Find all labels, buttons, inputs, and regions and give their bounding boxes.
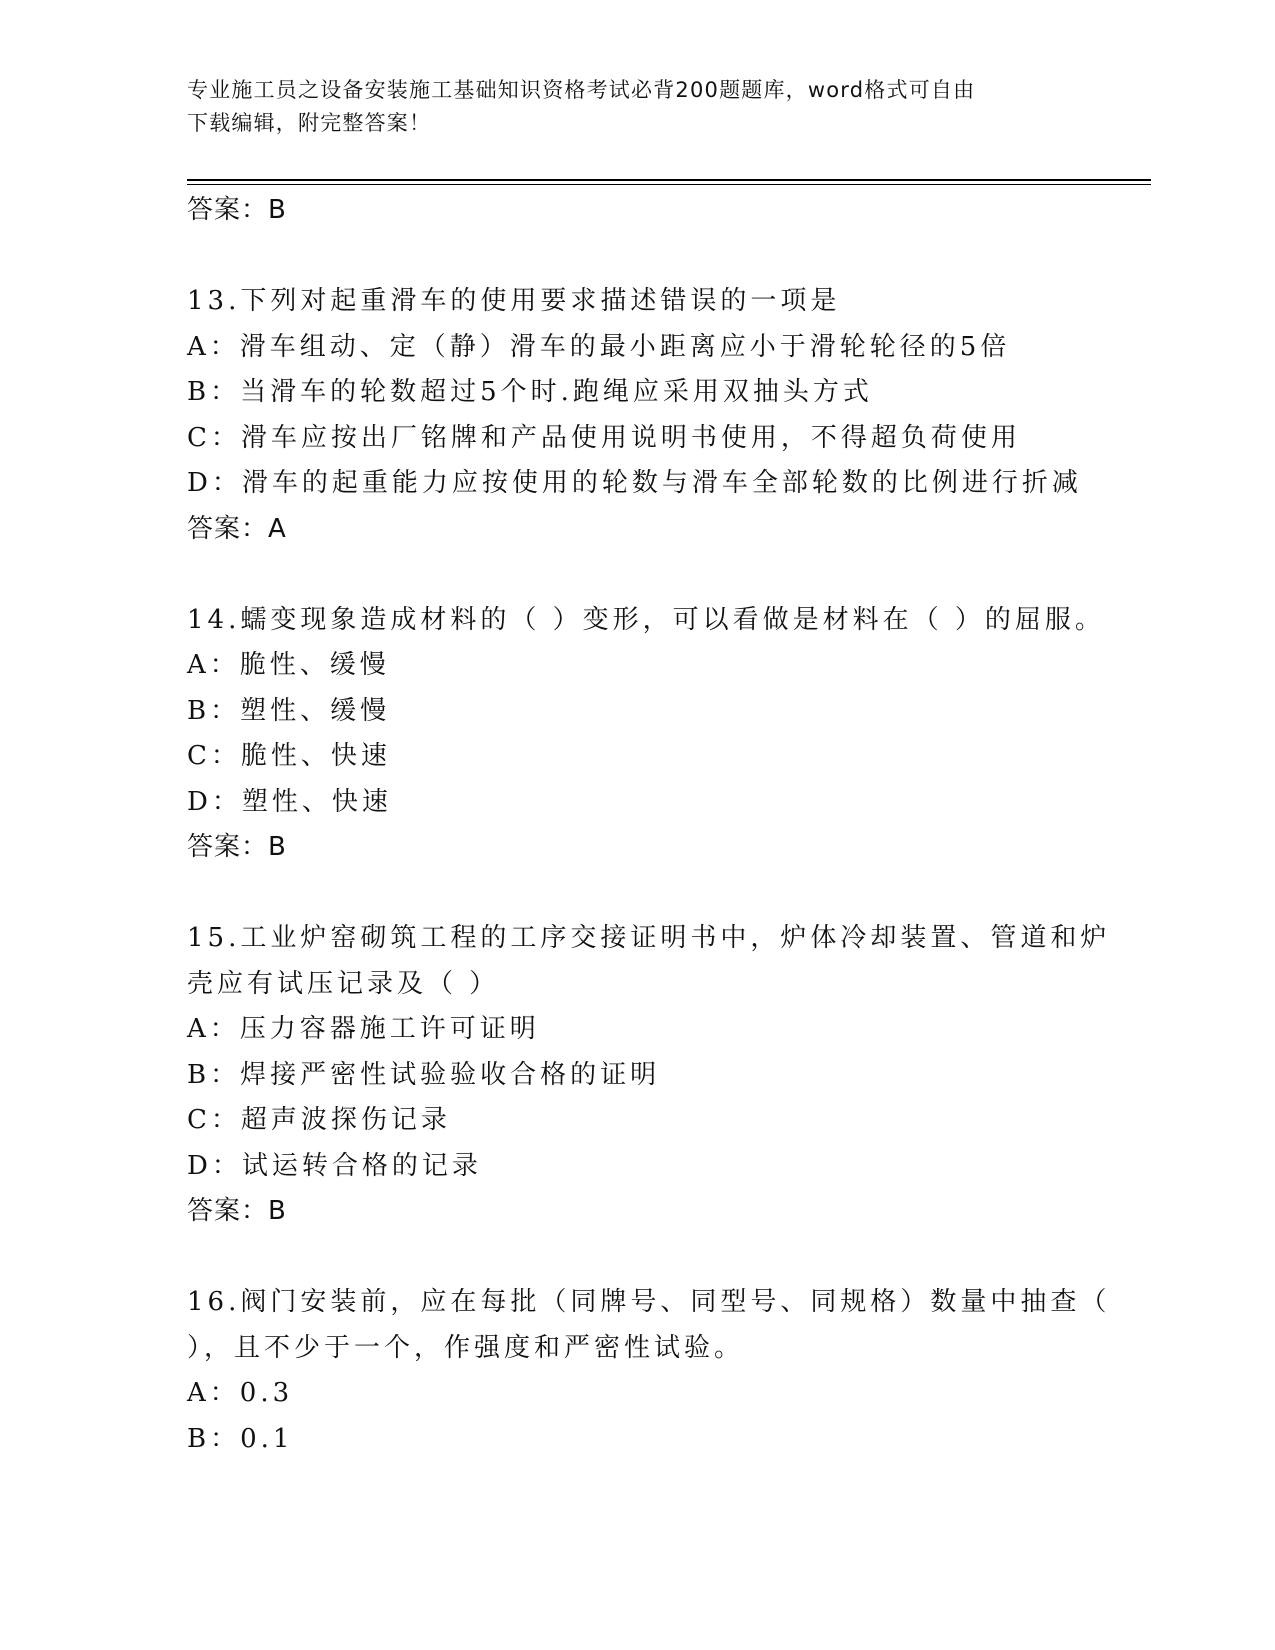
option-b: B：当滑车的轮数超过5个时.跑绳应采用双抽头方式 [187, 377, 873, 407]
question-text: 14.蠕变现象造成材料的（ ）变形，可以看做是材料在（ ）的屈服。 [187, 604, 1105, 635]
option-a: A：脆性、缓慢 [187, 650, 390, 680]
option-b: B：焊接严密性试验验收合格的证明 [187, 1059, 661, 1090]
header-line-1: 专业施工员之设备安装施工基础知识资格考试必背200题题库，word格式可自由 [187, 78, 976, 102]
question-list [187, 188, 1111, 1462]
spacer [187, 1234, 1087, 1280]
option-b: B：0.1 [187, 1423, 294, 1454]
option-c: C：滑车应按出厂铭牌和产品使用说明书使用，不得超负荷使用 [187, 422, 1021, 453]
option-c: C：超声波探伤记录 [187, 1105, 451, 1135]
spacer [187, 233, 1087, 279]
answer-line: 答案：B [187, 832, 287, 862]
question-text-continued: 壳应有试压记录及（ ） [187, 968, 500, 999]
option-d: D：塑性、快速 [187, 786, 392, 817]
option-a: A：压力容器施工许可证明 [187, 1014, 540, 1044]
spacer [187, 552, 1087, 598]
question-text-continued: ），且不少于一个，作强度和严密性试验。 [187, 1332, 745, 1363]
header-divider-thin [187, 184, 1151, 185]
question-16 [187, 1280, 1111, 1462]
option-b: B：塑性、缓慢 [187, 695, 391, 726]
option-a: A：0.3 [187, 1378, 294, 1408]
header-line-2: 下载编辑，附完整答案！ [187, 111, 432, 135]
question-15 [187, 916, 1111, 1234]
question-14 [187, 598, 1105, 871]
question-text: 13.下列对起重滑车的使用要求描述错误的一项是 [187, 286, 841, 316]
question-text: 16.阀门安装前，应在每批（同牌号、同型号、同规格）数量中抽查（ [187, 1287, 1111, 1317]
answer-line: 答案：B [187, 195, 287, 225]
option-c: C：脆性、快速 [187, 741, 391, 771]
option-d: D：滑车的起重能力应按使用的轮数与滑车全部轮数的比例进行折减 [187, 468, 1082, 498]
option-d: D：试运转合格的记录 [187, 1150, 482, 1181]
answer-line: 答案：A [187, 513, 287, 544]
question-13 [187, 279, 1087, 552]
answer-line: 答案：B [187, 1196, 287, 1226]
question-text: 15.工业炉窑砌筑工程的工序交接证明书中，炉体冷却装置、管道和炉 [187, 923, 1111, 953]
spacer [187, 870, 1087, 916]
header-divider-thick [187, 179, 1151, 181]
document-header [187, 74, 1087, 140]
option-a: A：滑车组动、定（静）滑车的最小距离应小于滑轮轮径的5倍 [187, 331, 1011, 362]
